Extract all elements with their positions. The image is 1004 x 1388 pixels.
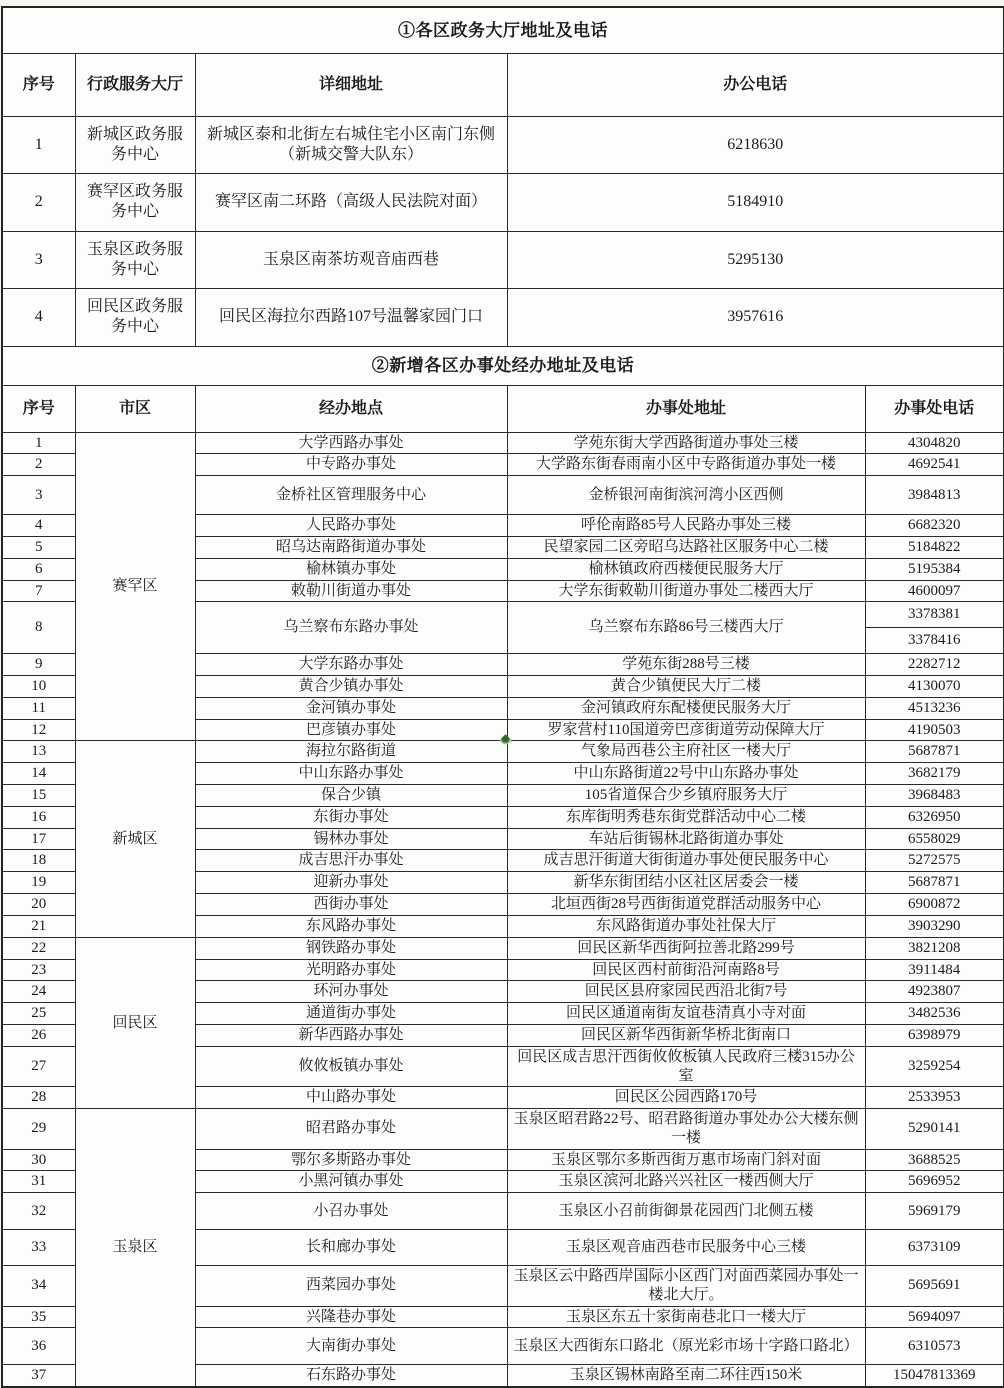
phone-cell: 5696952 (865, 1171, 1004, 1193)
office-cell: 成吉思汗办事处 (195, 850, 507, 872)
district-cell: 新城区 (75, 741, 195, 938)
header-cell: 序号 (2, 385, 75, 432)
address-cell: 回民区成吉思汗西街攸攸板镇人民政府三楼315办公室 (507, 1046, 865, 1087)
office-cell: 兴隆巷办事处 (195, 1306, 507, 1328)
phone-cell: 5290141 (865, 1109, 1004, 1150)
row-number-cell: 18 (2, 850, 75, 872)
phone-cell: 6558029 (865, 828, 1004, 850)
phone-cell: 3378416 (865, 628, 1004, 654)
row-number-cell: 28 (2, 1087, 75, 1109)
phone-cell: 6218630 (507, 116, 1004, 173)
office-cell: 东街办事处 (195, 806, 507, 828)
phone-cell: 4304820 (865, 432, 1004, 454)
phone-cell: 6398979 (865, 1024, 1004, 1046)
address-cell: 玉泉区南茶坊观音庙西巷 (195, 231, 507, 288)
row-number-cell: 32 (2, 1193, 75, 1230)
phone-cell: 4190503 (865, 719, 1004, 741)
office-cell: 大学西路办事处 (195, 432, 507, 454)
address-cell: 回民区县府家园民西沿北街7号 (507, 981, 865, 1003)
phone-cell: 4692541 (865, 454, 1004, 476)
address-cell: 东库街明秀巷东街党群活动中心二楼 (507, 806, 865, 828)
phone-cell: 6682320 (865, 515, 1004, 537)
hall-section (2, 7, 1004, 346)
district-cell: 赛罕区 (75, 432, 195, 741)
address-cell: 大学东街敕勒川街道办事处二楼西大厅 (507, 580, 865, 602)
office-cell: 新华西路办事处 (195, 1024, 507, 1046)
address-cell: 北垣西街28号西街街道党群活动服务中心 (507, 894, 865, 916)
row-number-cell: 29 (2, 1109, 75, 1150)
row-number-cell: 4 (2, 288, 75, 346)
address-cell: 学苑东街288号三楼 (507, 654, 865, 676)
address-cell: 回民区通道南街友谊巷清真小寺对面 (507, 1003, 865, 1025)
row-number-cell: 24 (2, 981, 75, 1003)
header-cell: 办公电话 (507, 53, 1004, 116)
row-number-cell: 9 (2, 654, 75, 676)
phone-cell: 15047813369 (865, 1365, 1004, 1387)
table-row (2, 116, 1004, 173)
office-cell: 乌兰察布东路办事处 (195, 602, 507, 654)
address-cell: 玉泉区昭君路22号、昭君路街道办事处办公大楼东侧一楼 (507, 1109, 865, 1150)
phone-cell: 3482536 (865, 1003, 1004, 1025)
phone-cell: 3682179 (865, 763, 1004, 785)
phone-cell: 4513236 (865, 697, 1004, 719)
phone-cell: 3968483 (865, 784, 1004, 806)
section2-title: ②新增各区办事处经办地址及电话 (2, 346, 1004, 385)
phone-cell: 3821208 (865, 937, 1004, 959)
row-number-cell: 4 (2, 515, 75, 537)
office-cell: 东风路办事处 (195, 915, 507, 937)
address-cell: 金河镇政府东配楼便民服务大厅 (507, 697, 865, 719)
address-cell: 回民区公园西路170号 (507, 1087, 865, 1109)
row-number-cell: 21 (2, 915, 75, 937)
phone-cell: 5272575 (865, 850, 1004, 872)
address-cell: 学苑东街大学西路街道办事处三楼 (507, 432, 865, 454)
office-cell: 钢铁路办事处 (195, 937, 507, 959)
row-number-cell: 5 (2, 536, 75, 558)
phone-cell: 3378381 (865, 602, 1004, 628)
address-cell: 乌兰察布东路86号三楼西大厅 (507, 602, 865, 654)
office-cell: 大南街办事处 (195, 1328, 507, 1365)
hall-header-row (2, 53, 1004, 116)
office-cell: 黄合少镇办事处 (195, 676, 507, 698)
office-cell: 石东路办事处 (195, 1365, 507, 1387)
office-cell: 西街办事处 (195, 894, 507, 916)
office-cell: 攸攸板镇办事处 (195, 1046, 507, 1087)
address-cell: 玉泉区滨河北路兴兴社区一楼西侧大厅 (507, 1171, 865, 1193)
office-cell: 小召办事处 (195, 1193, 507, 1230)
office-cell: 巴彦镇办事处 (195, 719, 507, 741)
phone-cell: 6900872 (865, 894, 1004, 916)
hall-name-cell: 回民区政务服务中心 (75, 288, 195, 346)
row-number-cell: 3 (2, 476, 75, 515)
row-number-cell: 26 (2, 1024, 75, 1046)
address-cell: 玉泉区锡林南路至南二环往西150米 (507, 1365, 865, 1387)
table-row (2, 288, 1004, 346)
address-cell: 新华东街团结小区社区居委会一楼 (507, 872, 865, 894)
row-number-cell: 1 (2, 116, 75, 173)
office-cell: 昭乌达南路街道办事处 (195, 536, 507, 558)
address-cell: 赛罕区南二环路（高级人民法院对面） (195, 173, 507, 231)
address-cell: 玉泉区云中路西岸国际小区西门对面西菜园办事处一楼北大厅。 (507, 1266, 865, 1307)
office-cell: 人民路办事处 (195, 515, 507, 537)
header-cell: 经办地点 (195, 385, 507, 432)
address-cell: 东风路街道办事处社保大厅 (507, 915, 865, 937)
hall-name-cell: 新城区政务服务中心 (75, 116, 195, 173)
office-cell: 敕勒川街道办事处 (195, 580, 507, 602)
office-cell: 大学东路办事处 (195, 654, 507, 676)
phone-cell: 5687871 (865, 872, 1004, 894)
phone-cell: 5969179 (865, 1193, 1004, 1230)
table-row (2, 937, 1004, 959)
address-cell: 榆林镇政府西楼便民服务大厅 (507, 558, 865, 580)
row-number-cell: 2 (2, 173, 75, 231)
phone-cell: 3984813 (865, 476, 1004, 515)
address-cell: 民望家园二区旁昭乌达路社区服务中心二楼 (507, 536, 865, 558)
phone-cell: 4600097 (865, 580, 1004, 602)
district-cell: 回民区 (75, 937, 195, 1108)
row-number-cell: 23 (2, 959, 75, 981)
address-cell: 车站后街锡林北路街道办事处 (507, 828, 865, 850)
row-number-cell: 13 (2, 741, 75, 763)
address-cell: 罗家营村110国道旁巴彦街道劳动保障大厅 (507, 719, 865, 741)
phone-cell: 2282712 (865, 654, 1004, 676)
phone-cell: 4130070 (865, 676, 1004, 698)
address-cell: 回民区海拉尔西路107号温馨家园门口 (195, 288, 507, 346)
row-number-cell: 31 (2, 1171, 75, 1193)
header-cell: 办事处地址 (507, 385, 865, 432)
table-row (2, 741, 1004, 763)
phone-cell: 5184910 (507, 173, 1004, 231)
hall-name-cell: 玉泉区政务服务中心 (75, 231, 195, 288)
row-number-cell: 34 (2, 1266, 75, 1307)
table-row (2, 173, 1004, 231)
row-number-cell: 30 (2, 1149, 75, 1171)
phone-cell: 6373109 (865, 1230, 1004, 1266)
office-cell: 通道街办事处 (195, 1003, 507, 1025)
row-number-cell: 7 (2, 580, 75, 602)
phone-cell: 5695691 (865, 1266, 1004, 1307)
row-number-cell: 16 (2, 806, 75, 828)
row-number-cell: 8 (2, 602, 75, 654)
phone-cell: 3688525 (865, 1149, 1004, 1171)
header-cell: 市区 (75, 385, 195, 432)
address-cell: 105省道保合少乡镇府服务大厅 (507, 784, 865, 806)
phone-cell: 6310573 (865, 1328, 1004, 1365)
row-number-cell: 25 (2, 1003, 75, 1025)
address-cell: 玉泉区小召前街御景花园西门北侧五楼 (507, 1193, 865, 1230)
row-number-cell: 22 (2, 937, 75, 959)
header-cell: 序号 (2, 53, 75, 116)
office-section (2, 346, 1004, 1387)
address-cell: 呼伦南路85号人民路办事处三楼 (507, 515, 865, 537)
office-cell: 昭君路办事处 (195, 1109, 507, 1150)
address-cell: 大学路东街春雨南小区中专路街道办事处一楼 (507, 454, 865, 476)
row-number-cell: 10 (2, 676, 75, 698)
office-cell: 迎新办事处 (195, 872, 507, 894)
address-cell: 玉泉区大西街东口路北（原光彩市场十字路口路北） (507, 1328, 865, 1365)
office-cell: 长和廊办事处 (195, 1230, 507, 1266)
section2-title-row (2, 346, 1004, 385)
address-cell: 回民区新华西街新华桥北街南口 (507, 1024, 865, 1046)
address-cell: 中山东路街道22号中山东路办事处 (507, 763, 865, 785)
office-cell: 西菜园办事处 (195, 1266, 507, 1307)
row-number-cell: 14 (2, 763, 75, 785)
phone-cell: 2533953 (865, 1087, 1004, 1109)
office-cell: 保合少镇 (195, 784, 507, 806)
district-cell: 玉泉区 (75, 1109, 195, 1388)
office-cell: 锡林办事处 (195, 828, 507, 850)
row-number-cell: 6 (2, 558, 75, 580)
office-cell: 中山东路办事处 (195, 763, 507, 785)
address-cell: 气象局西巷公主府社区一楼大厅 (507, 741, 865, 763)
address-cell: 新城区泰和北街左右城住宅小区南门东侧（新城交警大队东） (195, 116, 507, 173)
address-cell: 回民区新华西街阿拉善北路299号 (507, 937, 865, 959)
header-cell: 详细地址 (195, 53, 507, 116)
row-number-cell: 27 (2, 1046, 75, 1087)
phone-cell: 3957616 (507, 288, 1004, 346)
office-cell: 鄂尔多斯路办事处 (195, 1149, 507, 1171)
table-row (2, 432, 1004, 454)
office-cell: 榆林镇办事处 (195, 558, 507, 580)
table-row (2, 231, 1004, 288)
row-number-cell: 36 (2, 1328, 75, 1365)
header-cell: 办事处电话 (865, 385, 1004, 432)
phone-cell: 5687871 (865, 741, 1004, 763)
phone-cell: 6326950 (865, 806, 1004, 828)
office-cell: 中山路办事处 (195, 1087, 507, 1109)
address-cell: 玉泉区鄂尔多斯西街万惠市场南门斜对面 (507, 1149, 865, 1171)
phone-cell: 5184822 (865, 536, 1004, 558)
office-cell: 海拉尔路街道 (195, 741, 507, 763)
row-number-cell: 33 (2, 1230, 75, 1266)
row-number-cell: 37 (2, 1365, 75, 1387)
address-cell: 金桥银河南街滨河湾小区西侧 (507, 476, 865, 515)
table-row (2, 1109, 1004, 1150)
phone-cell: 5694097 (865, 1306, 1004, 1328)
row-number-cell: 1 (2, 432, 75, 454)
row-number-cell: 20 (2, 894, 75, 916)
office-cell: 小黑河镇办事处 (195, 1171, 507, 1193)
row-number-cell: 12 (2, 719, 75, 741)
office-header-row (2, 385, 1004, 432)
header-cell: 行政服务大厅 (75, 53, 195, 116)
row-number-cell: 17 (2, 828, 75, 850)
address-cell: 玉泉区观音庙西巷市民服务中心三楼 (507, 1230, 865, 1266)
row-number-cell: 35 (2, 1306, 75, 1328)
office-cell: 金桥社区管理服务中心 (195, 476, 507, 515)
address-cell: 黄合少镇便民大厅二楼 (507, 676, 865, 698)
phone-cell: 4923807 (865, 981, 1004, 1003)
row-number-cell: 11 (2, 697, 75, 719)
office-cell: 光明路办事处 (195, 959, 507, 981)
section1-title-row (2, 7, 1004, 53)
office-cell: 环河办事处 (195, 981, 507, 1003)
phone-cell: 3903290 (865, 915, 1004, 937)
row-number-cell: 19 (2, 872, 75, 894)
address-cell: 回民区西村前街沿河南路8号 (507, 959, 865, 981)
office-cell: 金河镇办事处 (195, 697, 507, 719)
row-number-cell: 3 (2, 231, 75, 288)
address-table (1, 6, 1004, 1388)
row-number-cell: 2 (2, 454, 75, 476)
row-number-cell: 15 (2, 784, 75, 806)
office-cell: 中专路办事处 (195, 454, 507, 476)
hall-name-cell: 赛罕区政务服务中心 (75, 173, 195, 231)
phone-cell: 3911484 (865, 959, 1004, 981)
section1-title: ①各区政务大厅地址及电话 (2, 7, 1004, 53)
address-cell: 玉泉区东五十家街南巷北口一楼大厅 (507, 1306, 865, 1328)
phone-cell: 3259254 (865, 1046, 1004, 1087)
phone-cell: 5195384 (865, 558, 1004, 580)
phone-cell: 5295130 (507, 231, 1004, 288)
address-cell: 成吉思汗街道大街街道办事处便民服务中心 (507, 850, 865, 872)
